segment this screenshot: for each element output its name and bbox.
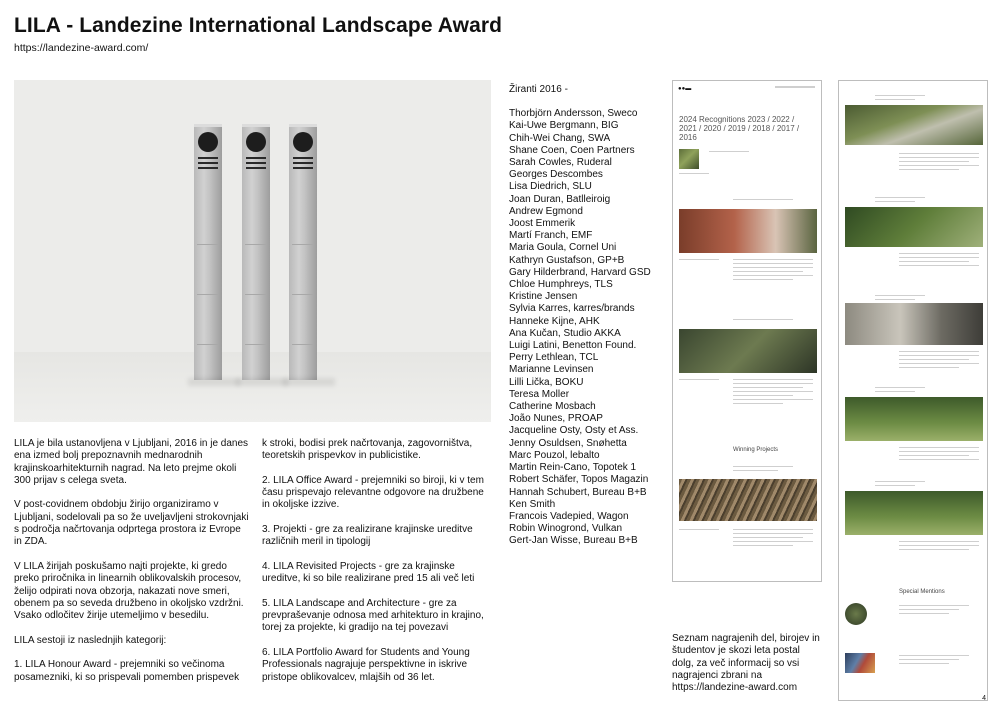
page-title: LILA - Landezine International Landscape Award	[14, 14, 503, 37]
jury-member: Lilli Lička, BOKU	[509, 376, 584, 388]
jury-member: Gary Hilderbrand, Harvard GSD	[509, 266, 651, 278]
paragraph: 6. LILA Portfolio Award for Students and Young Professionals nagrajuje perspektivne in iskrive pristope oblikovalcev, mlajših od 36 let.	[262, 647, 470, 683]
website-thumbnail-projects	[838, 80, 988, 701]
trophy-pillar	[289, 124, 317, 380]
jury-heading: Žiranti 2016 -	[509, 84, 568, 95]
jury-member: Hannah Schubert, Bureau B+B	[509, 486, 647, 498]
trophy-pillar	[194, 124, 222, 380]
trophy-pillar	[242, 124, 270, 380]
jury-member: Robert Schäfer, Topos Magazin	[509, 474, 649, 486]
jury-member: Sarah Cowles, Ruderal	[509, 157, 612, 169]
jury-member: Robin Winogrond, Vulkan	[509, 523, 623, 535]
jury-member: Teresa Moller	[509, 388, 570, 400]
jury-member: Joost Emmerik	[509, 218, 576, 230]
winning-projects-heading: Winning Projects	[733, 447, 779, 453]
award-url[interactable]: https://landezine-award.com/	[14, 42, 149, 54]
paragraph: 1. LILA Honour Award - prejemniki so večinoma posamezniki, ki so prispevali pomemben prispevek	[14, 659, 240, 683]
intro-column-1	[14, 438, 250, 696]
jury-member: João Nunes, PROAP	[509, 413, 603, 425]
paragraph: 2. LILA Office Award - prejemniki so biroji, ki v tem času prispevajo relevantne odgovore na družbene in okoljske izzive.	[262, 474, 484, 511]
jury-list	[509, 84, 659, 548]
paragraph: V post-covidnem obdobju žirijo organiziramo v Ljubljani, sodelovali pa so že uveljavljeni strokovnjaki s področja načrtovanja odprtega prostora iz Evrope in ZDA.	[14, 499, 249, 548]
page-number: 4	[982, 695, 986, 702]
thumbnail-image	[845, 491, 983, 535]
paragraph: LILA je bila ustanovljena v Ljubljani, 2016 in je danes ena izmed bolj prepoznavnih mednarodnih krajinskoarhitekturnih nagrad. Na leto prejme okoli 300 prijav s celega sveta.	[14, 438, 249, 486]
website-thumbnail-recognitions	[672, 80, 822, 582]
lila-logo-icon: ●●▬	[678, 86, 692, 92]
jury-member: Sylvia Karres, karres/brands	[509, 303, 635, 315]
jury-member: Gert-Jan Wisse, Bureau B+B	[509, 535, 638, 547]
jury-member: Catherine Mosbach	[509, 401, 596, 413]
jury-member: Ken Smith	[509, 498, 556, 510]
thumbnail-image	[845, 603, 867, 625]
jury-member: Hanneke Kijne, AHK	[509, 315, 600, 327]
jury-member: Marc Pouzol, lebalto	[509, 449, 600, 461]
jury-member: Martin Rein-Cano, Topotek 1	[509, 462, 637, 474]
jury-member: Joan Duran, Batlleiroig	[509, 193, 611, 205]
jury-member: Martí Franch, EMF	[509, 230, 593, 242]
jury-member: Kathryn Gustafson, GP+B	[509, 254, 625, 266]
jury-member: Chloe Humphreys, TLS	[509, 279, 613, 291]
jury-member: Marianne Levinsen	[509, 364, 594, 376]
jury-member: Kristine Jensen	[509, 291, 578, 303]
jury-member: Jenny Osuldsen, Snøhetta	[509, 437, 627, 449]
thumbnail-image	[845, 105, 983, 145]
intro-column-2	[262, 438, 494, 696]
caption-text: Seznam nagrajenih del, birojev in študentov je skozi leta postal dolg, za več informacij so vsi nagrajenci zbrani na https://landezine-award.com	[672, 633, 820, 694]
jury-member: Georges Descombes	[509, 169, 603, 181]
paragraph: 4. LILA Revisited Projects - gre za krajinske ureditve, ki so bile realizirane pred 15 ali več leti	[262, 560, 475, 585]
thumbnail-image	[845, 207, 983, 247]
jury-member: Shane Coen, Coen Partners	[509, 144, 635, 156]
jury-members	[509, 108, 659, 547]
thumbnail-image	[679, 149, 699, 169]
jury-member: Andrew Egmond	[509, 205, 583, 217]
award-trophies-photo	[14, 80, 491, 422]
thumbnail-nav	[775, 86, 815, 88]
paragraph: 5. LILA Landscape and Architecture - gre za prevpraševanje odnosa med arhitekturo in krajino, torej za projekte, ki gradijo na tej povezavi	[262, 597, 484, 634]
jury-member: Thorbjörn Andersson, Sweco	[509, 108, 638, 120]
jury-member: Lisa Diedrich, SLU	[509, 181, 592, 193]
thumbnail-image	[845, 397, 983, 441]
jury-member: Perry Lethlean, TCL	[509, 352, 599, 364]
jury-member: Ana Kučan, Studio AKKA	[509, 327, 621, 339]
thumbnail-image	[679, 329, 817, 373]
thumbnail-image	[679, 479, 817, 521]
paragraph: 3. Projekti - gre za realizirane krajinske ureditve različnih meril in tipologij	[262, 524, 473, 548]
jury-member: Francois Vadepied, Wagon	[509, 510, 629, 522]
thumbnail-image	[845, 653, 875, 673]
jury-member: Luigi Latini, Benetton Found.	[509, 340, 637, 352]
jury-member: Chih-Wei Chang, SWA	[509, 132, 611, 144]
paragraph: k stroki, bodisi prek načrtovanja, zagovorništva, teoretskih prispevkov in publicistike.	[262, 438, 473, 462]
thumbnail-image	[679, 209, 817, 253]
recognitions-heading: 2024 Recognitions 2023 / 2022 / 2021 / 2020 / 2019 / 2018 / 2017 / 2016	[679, 115, 800, 142]
jury-member: Kai-Uwe Bergmann, BIG	[509, 120, 619, 132]
paragraph: LILA sestoji iz naslednjih kategorij:	[14, 634, 167, 646]
special-mentions-heading: Special Mentions	[899, 589, 945, 595]
paragraph: V LILA žirijah poskušamo najti projekte, ki gredo preko priročnika in linearnih oblikovalskih procesov, želijo odpirati nova obzorja, nakazati nove smeri, obenem pa so seveda družbeno in okoljsko vzdržni. Vsako odločitev žirije utemeljimo v besedilu.	[14, 560, 244, 622]
jury-member: Jacqueline Osty, Osty et Ass.	[509, 425, 639, 437]
thumbnail-image	[845, 303, 983, 345]
jury-member: Maria Goula, Cornel Uni	[509, 242, 617, 254]
